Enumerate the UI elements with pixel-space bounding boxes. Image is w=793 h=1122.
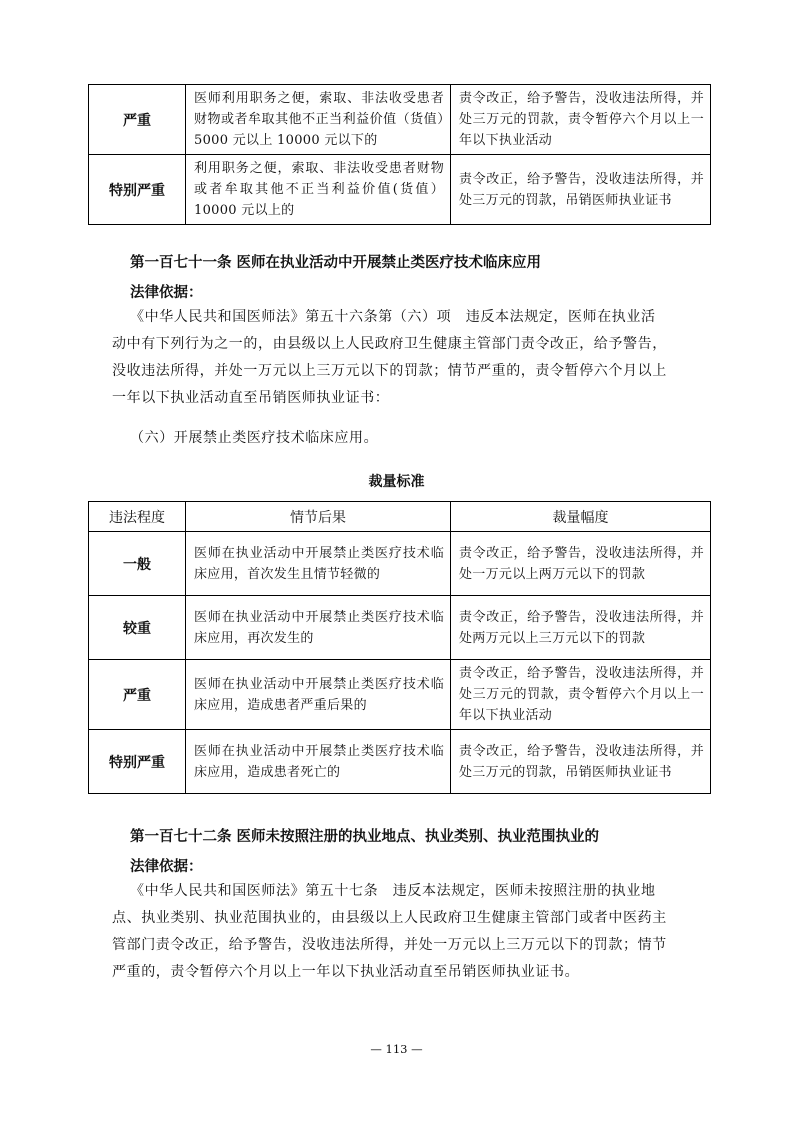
- column-header: 情节后果: [186, 502, 451, 532]
- basis-line: 点、执业类别、执业范围执业的，由县级以上人民政府卫生健康主管部门或者中医药主: [112, 910, 667, 926]
- table-row: [89, 660, 711, 730]
- basis-line: 一年以下执业活动直至吊销医师执业证书：: [112, 390, 390, 406]
- penalty-cell: 责令改正，给予警告，没收违法所得，并处三万元的罚款，吊销医师执业证书: [451, 155, 711, 225]
- circumstance-cell: 医师在执业活动中开展禁止类医疗技术临床应用，首次发生且情节轻微的: [186, 532, 451, 596]
- level-cell: 严重: [89, 85, 186, 155]
- penalty-cell: 责令改正，给予警告，没收违法所得，并处三万元的罚款，吊销医师执业证书: [451, 730, 711, 794]
- article-171-heading: 第一百七十一条 医师在执业活动中开展禁止类医疗技术临床应用: [130, 255, 542, 271]
- level-cell: 较重: [89, 596, 186, 660]
- circumstance-cell: 利用职务之便，索取、非法收受患者财物或者牟取其他不正当利益价值(货值）10000 元以上的: [186, 155, 451, 225]
- basis-line: 没收违法所得，并处一万元以上三万元以下的罚款；情节严重的，责令暂停六个月以上: [112, 363, 667, 379]
- article-172-basis-text: [112, 878, 712, 986]
- article-172-basis-label: 法律依据：: [130, 859, 203, 875]
- penalty-cell: 责令改正，给予警告，没收违法所得，并处两万元以上三万元以下的罚款: [451, 596, 711, 660]
- basis-line: 《中华人民共和国医师法》第五十七条 违反本法规定，医师未按照注册的执业地: [130, 883, 656, 899]
- table-caption: 裁量标准: [368, 474, 425, 490]
- table-row: [89, 85, 711, 155]
- article-171-basis-text: [112, 304, 712, 412]
- level-cell: 一般: [89, 532, 186, 596]
- level-cell: 严重: [89, 660, 186, 730]
- penalty-cell: 责令改正，给予警告，没收违法所得，并处一万元以上两万元以下的罚款: [451, 532, 711, 596]
- column-header: 裁量幅度: [451, 502, 711, 532]
- circumstance-cell: 医师在执业活动中开展禁止类医疗技术临床应用，造成患者死亡的: [186, 730, 451, 794]
- level-cell: 特别严重: [89, 730, 186, 794]
- circumstance-cell: 医师利用职务之便，索取、非法收受患者财物或者牟取其他不正当利益价值（货值）5000 元以上 10000 元以下的: [186, 85, 451, 155]
- penalty-cell: 责令改正，给予警告，没收违法所得，并处三万元的罚款，责令暂停六个月以上一年以下执业活动: [451, 85, 711, 155]
- page-number: — 113 —: [370, 1042, 423, 1056]
- basis-line: 《中华人民共和国医师法》第五十六条第（六）项 违反本法规定，医师在执业活: [130, 309, 656, 325]
- basis-line: 动中有下列行为之一的，由县级以上人民政府卫生健康主管部门责令改正，给予警告，: [112, 336, 667, 352]
- table-row: [89, 596, 711, 660]
- circumstance-cell: 医师在执业活动中开展禁止类医疗技术临床应用，造成患者严重后果的: [186, 660, 451, 730]
- column-header: 违法程度: [89, 502, 186, 532]
- table-row: [89, 532, 711, 596]
- level-cell: 特别严重: [89, 155, 186, 225]
- table-row: [89, 155, 711, 225]
- circumstance-cell: 医师在执业活动中开展禁止类医疗技术临床应用，再次发生的: [186, 596, 451, 660]
- article-171-item: （六）开展禁止类医疗技术临床应用。: [130, 430, 379, 446]
- discretion-standard-table: [88, 501, 711, 794]
- article-172-heading: 第一百七十二条 医师未按照注册的执业地点、执业类别、执业范围执业的: [130, 829, 600, 845]
- article-171-basis-label: 法律依据：: [130, 285, 203, 301]
- basis-line: 管部门责令改正，给予警告，没收违法所得，并处一万元以上三万元以下的罚款；情节: [112, 937, 667, 953]
- table-header-row: [89, 502, 711, 532]
- penalty-cell: 责令改正，给予警告，没收违法所得，并处三万元的罚款，责令暂停六个月以上一年以下执业活动: [451, 660, 711, 730]
- basis-line: 严重的，责令暂停六个月以上一年以下执业活动直至吊销医师执业证书。: [112, 964, 580, 980]
- table-row: [89, 730, 711, 794]
- top-standard-table: [88, 84, 711, 225]
